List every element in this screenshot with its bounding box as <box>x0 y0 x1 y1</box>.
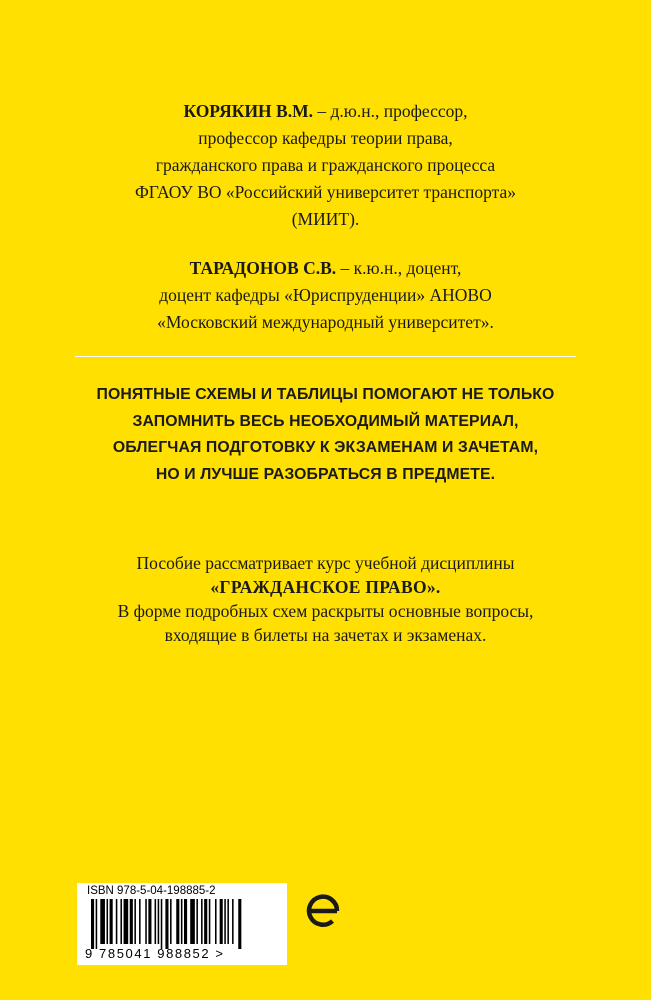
barcode-bar <box>155 899 157 944</box>
description-line: входящие в билеты на зачетах и экзаменах. <box>164 625 487 645</box>
barcode-bar <box>196 899 198 944</box>
tagline-line: НО И ЛУЧШЕ РАЗОБРАТЬСЯ В ПРЕДМЕТЕ. <box>155 465 496 483</box>
barcode-bar <box>91 899 94 949</box>
barcode-bar <box>165 899 168 949</box>
barcode-bar <box>224 899 226 944</box>
author-title-line: – к.ю.н., доцент, <box>336 258 462 278</box>
barcode-bar <box>201 899 203 944</box>
authors-block <box>40 98 611 336</box>
author-title-line: (МИИТ). <box>291 209 360 229</box>
subject-title: «ГРАЖДАНСКОЕ ПРАВО». <box>210 577 441 597</box>
barcode-bar <box>148 899 151 944</box>
barcode-bar <box>170 899 172 944</box>
barcode-bar <box>110 899 113 944</box>
barcode-bar <box>96 899 98 949</box>
author-name: КОРЯКИН В.М. <box>183 101 313 121</box>
barcode-bar <box>190 899 195 944</box>
tagline-block <box>40 382 611 488</box>
barcode-bar <box>124 899 129 944</box>
barcode-bar <box>227 899 229 944</box>
barcode-bar <box>209 899 211 944</box>
barcode-digits: 9 785041 988852 > <box>85 946 225 961</box>
eksmo-e-logo-icon <box>302 890 344 932</box>
author-title-line: ФГАОУ ВО «Российский университет транспорта» <box>134 182 517 202</box>
isbn-barcode <box>77 883 287 965</box>
author-title-line: «Московский международный университет». <box>157 312 494 332</box>
barcode-bar <box>176 899 179 944</box>
author-title-line: профессор кафедры теории права, <box>198 128 453 148</box>
barcode-bar <box>107 899 109 944</box>
section-divider <box>75 356 576 357</box>
barcode-bar <box>116 899 118 944</box>
barcode-bar <box>238 899 241 949</box>
barcode-bar <box>220 899 223 944</box>
barcode-bar <box>181 899 183 944</box>
tagline-line: ОБЛЕГЧАЯ ПОДГОТОВКУ К ЭКЗАМЕНАМ И ЗАЧЕТАМ, <box>112 439 539 456</box>
author-title-line: гражданского права и гражданского процесса <box>155 155 496 175</box>
author-taradonov <box>40 255 611 336</box>
isbn-label: ISBN 978-5-04-198885-2 <box>87 885 216 897</box>
tagline-line: ЗАПОМНИТЬ ВЕСЬ НЕОБХОДИМЫЙ МАТЕРИАЛ, <box>132 412 519 430</box>
author-name: ТАРАДОНОВ С.В. <box>189 258 337 278</box>
description-line: Пособие рассматривает курс учебной дисциплины <box>136 553 515 573</box>
barcode-bar <box>145 899 147 944</box>
author-title-line: доцент кафедры «Юриспруденции» АНОВО <box>159 285 492 305</box>
barcode-bar <box>130 899 133 944</box>
barcode-bar <box>134 899 136 944</box>
barcode-bar <box>232 899 234 944</box>
barcode-bar <box>100 899 105 944</box>
barcode-bar <box>120 899 122 944</box>
author-title-line: – д.ю.н., профессор, <box>313 101 468 121</box>
description-block <box>40 551 611 647</box>
barcode-bar <box>158 899 160 944</box>
description-line: В форме подробных схем раскрыты основные вопросы, <box>117 601 534 621</box>
barcode-bar <box>161 899 163 949</box>
barcode-bar <box>184 899 187 944</box>
barcode-bar <box>215 899 217 944</box>
barcode-bar <box>204 899 207 944</box>
barcode-bar <box>139 899 141 944</box>
tagline-line: ПОНЯТНЫЕ СХЕМЫ И ТАБЛИЦЫ ПОМОГАЮТ НЕ ТОЛЬКО <box>96 386 555 403</box>
author-koryakin <box>40 98 611 233</box>
